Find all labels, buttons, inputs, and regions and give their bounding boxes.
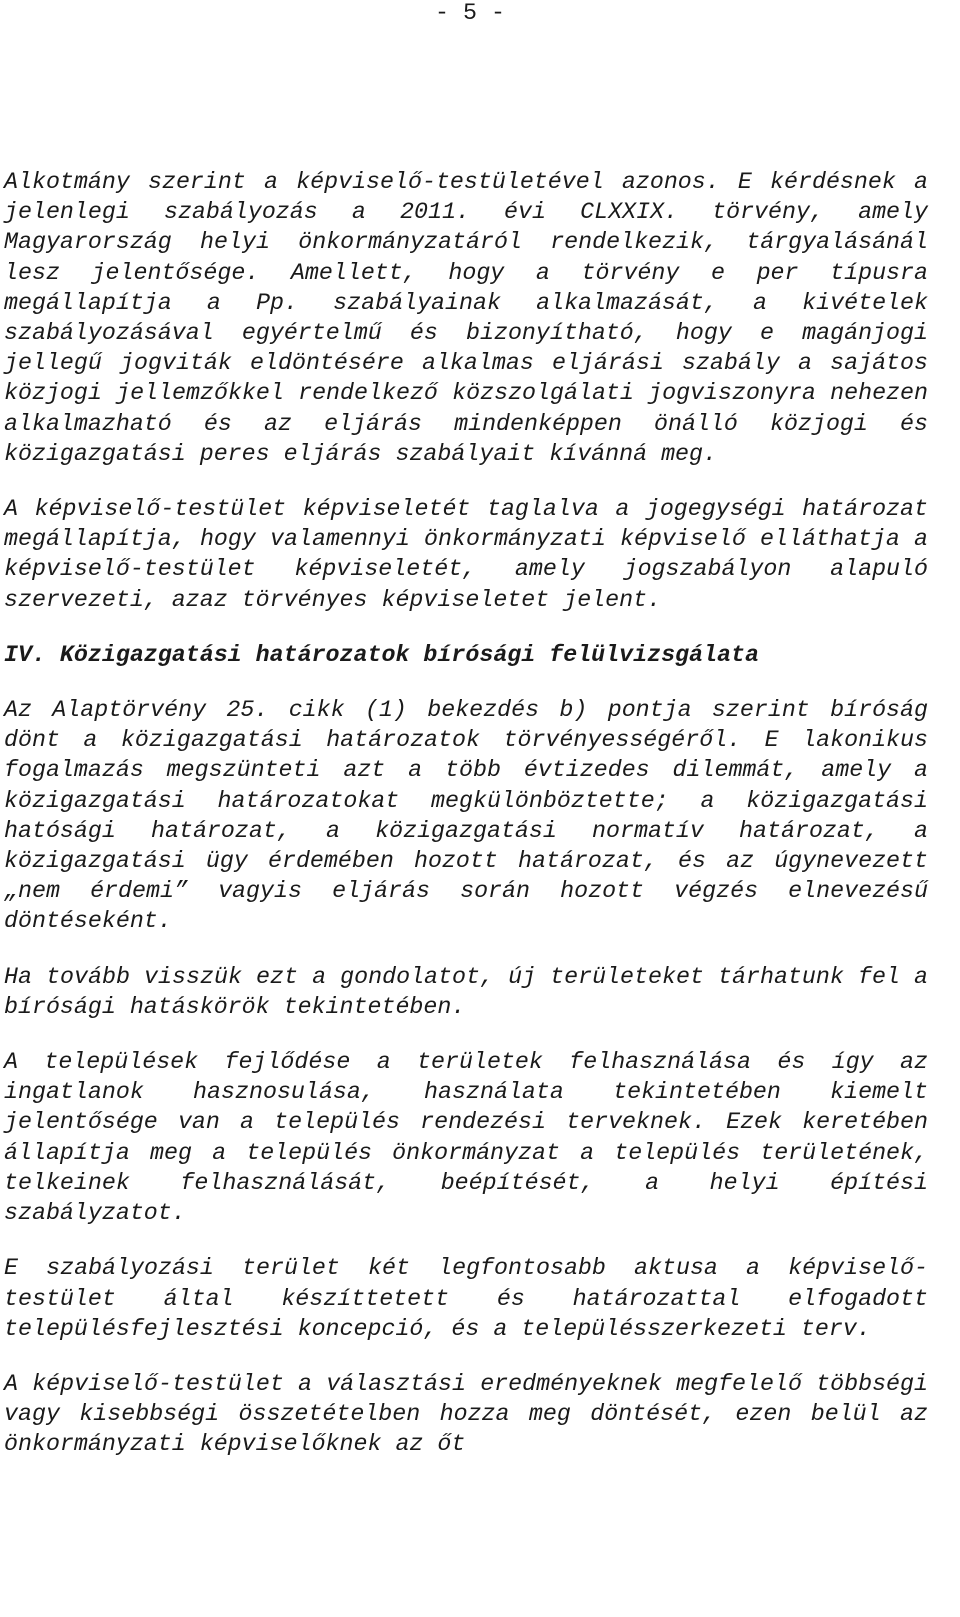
paragraph-2: A képviselő-testület képviseletét taglalva a jogegységi határozat megállapítja, hogy valamennyi önkormányzati képviselő elláthatja a képviselő-testület képviseletét, amely jogszabályon alapuló szervezeti, azaz törvényes képviseletet jelent. bbox=[4, 496, 928, 613]
section-heading: IV. Közigazgatási határozatok bírósági felülvizsgálata bbox=[4, 641, 759, 668]
paragraph-7: A képviselő-testület a választási eredményeknek megfelelő többségi vagy kisebbségi összetételben hozza meg döntését, ezen belül az önkormányzati képviselőknek az őt bbox=[4, 1370, 928, 1458]
paragraph-4: Ha tovább visszük ezt a gondolatot, új területeket tárhatunk fel a bírósági hatáskörök tekintetében. bbox=[4, 963, 928, 1020]
document-body bbox=[4, 167, 928, 1485]
paragraph-1: Alkotmány szerint a képviselő-testületével azonos. E kérdésnek a jelenlegi szabályozás a 2011. évi CLXXIX. törvény, amely Magyarország helyi önkormányzatáról rendelkezik, tárgyalásánál lesz jelentősége. Amellett, hogy a törvény e per típusra megállapítja a Pp. szabályainak alkalmazását, a kivételek szabályozásával egyértelmű és bizonyítható, hogy e magánjogi jellegű jogviták eldöntésére alkalmas eljárási szabály a sajátos közjogi jellemzőkkel rendelkező közszolgálati jogviszonyra nehezen alkalmazható és az eljárás mindenképpen önálló közjogi és közigazgatási peres eljárás szabályait kívánná meg. bbox=[4, 169, 928, 467]
paragraph-5: A települések fejlődése a területek felhasználása és így az ingatlanok hasznosulása, használata tekintetében kiemelt jelentősége van a település rendezési terveknek. Ezek keretében állapítja meg a település önkormányzat a település területének, telkeinek felhasználását, beépítését, a helyi építési szabályzatot. bbox=[4, 1049, 928, 1227]
paragraph-3: Az Alaptörvény 25. cikk (1) bekezdés b) pontja szerint bíróság dönt a közigazgatási határozatok törvényességéről. E lakonikus fogalmazás megszünteti azt a több évtizedes dilemmát, amely a közigazgatási határozatokat megkülönböztette; a közigazgatási hatósági határozat, a közigazgatási normatív határozat, a közigazgatási ügy érdemében hozott határozat, és az úgynevezett „nem érdemi” vagyis eljárás során hozott végzés elnevezésű döntéseként. bbox=[4, 697, 928, 935]
paragraph-6: E szabályozási terület két legfontosabb aktusa a képviselő-testület által készíttetett és határozattal elfogadott településfejlesztési koncepció, és a településszerkezeti terv. bbox=[4, 1255, 928, 1342]
page-number: - 5 - bbox=[435, 0, 505, 26]
